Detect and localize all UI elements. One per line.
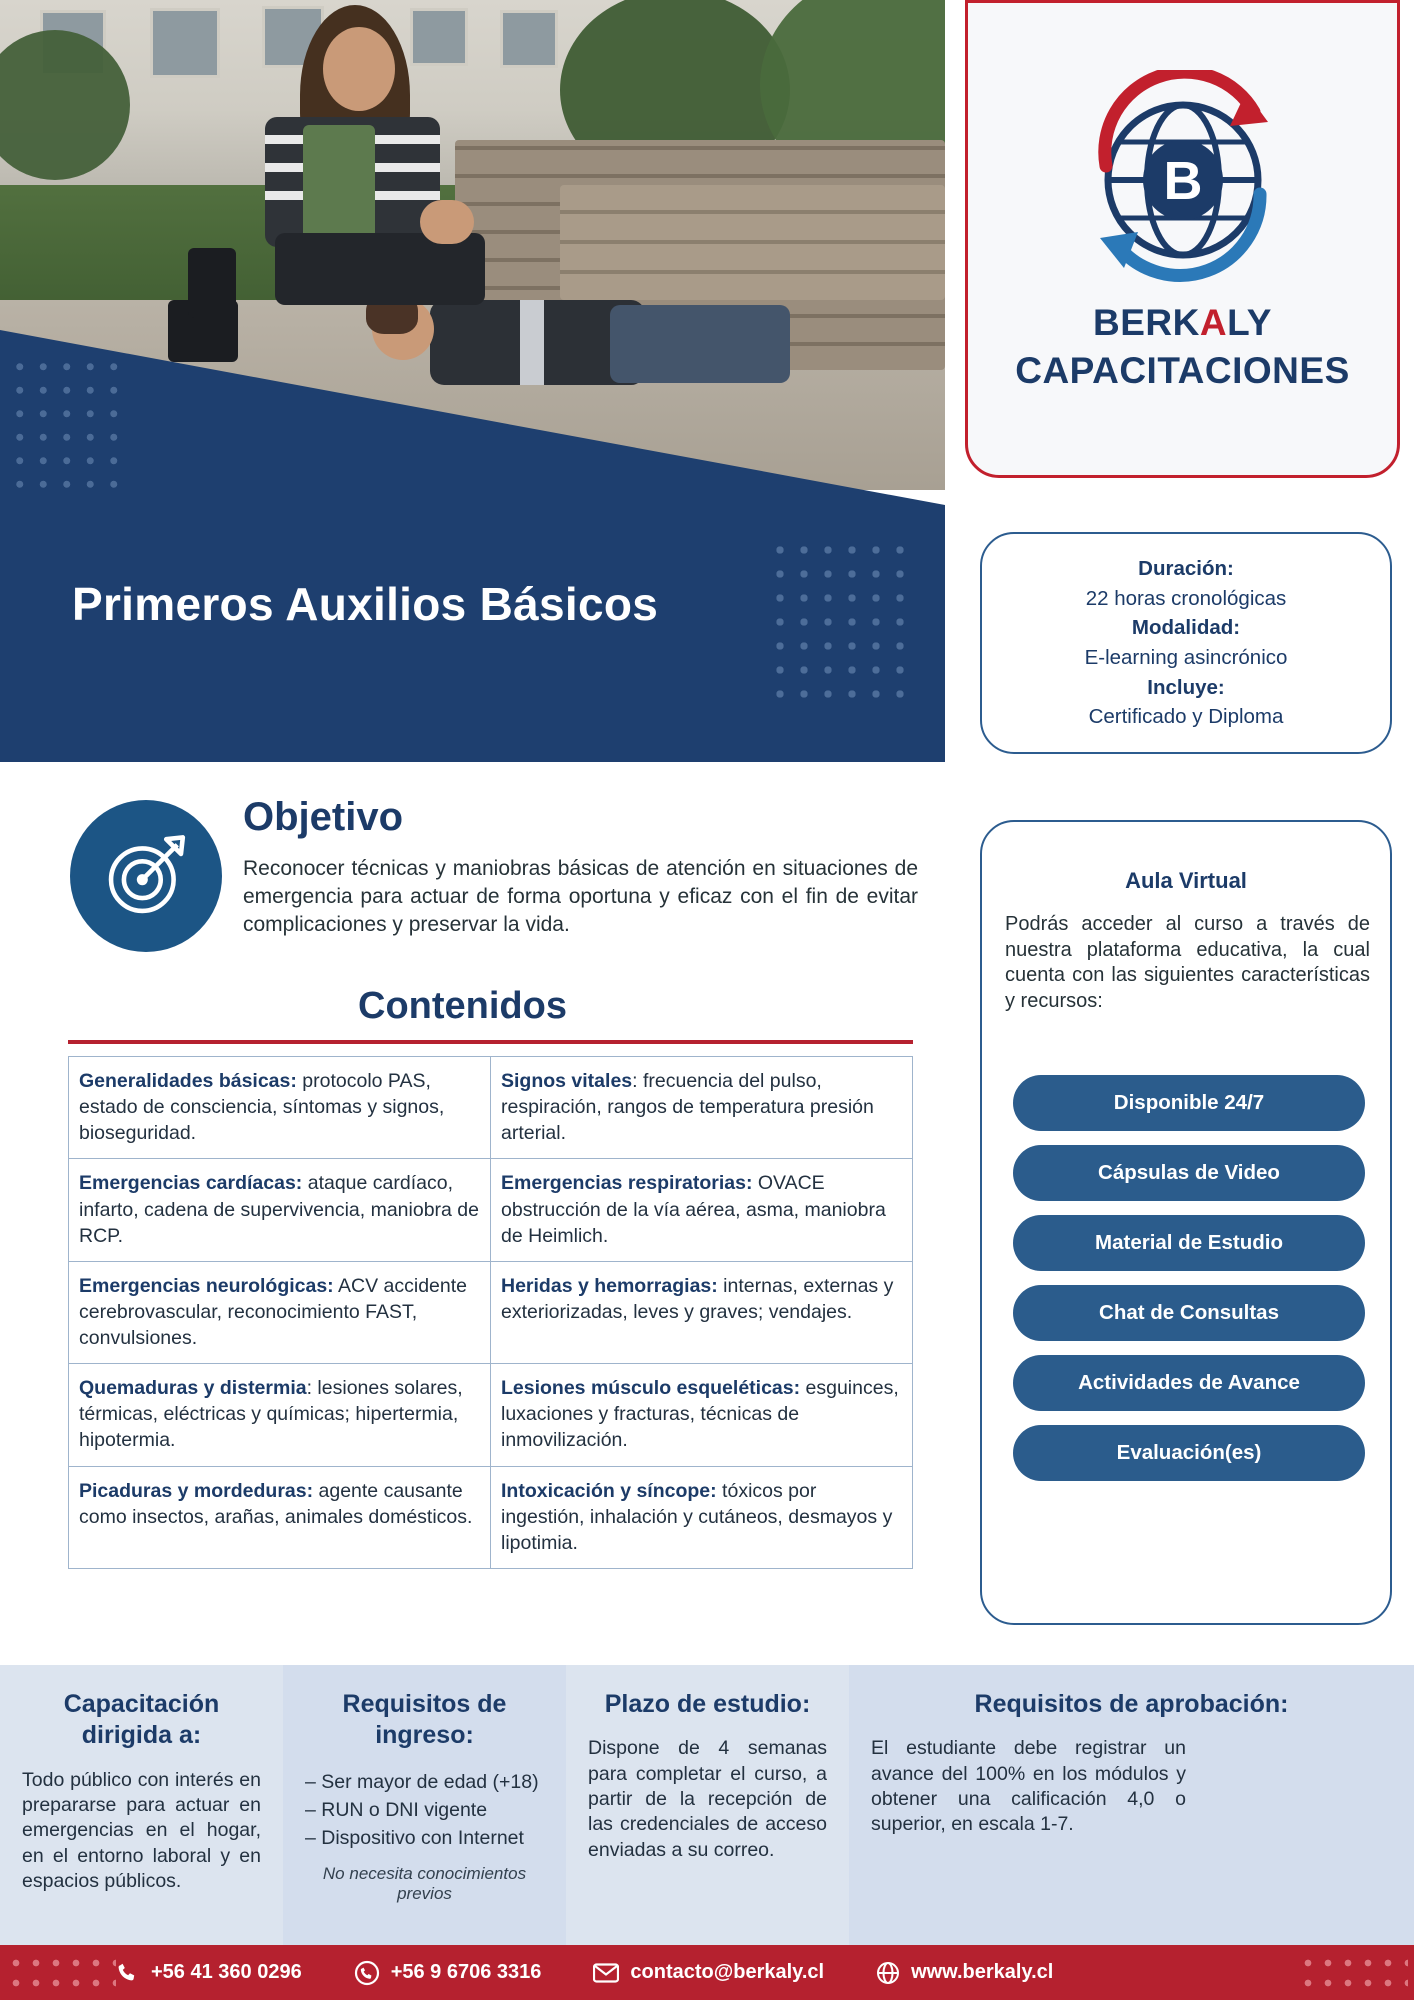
table-cell: Lesiones músculo esqueléticas: esguinces, luxaciones y fracturas, técnicas de inmovilización. <box>491 1364 913 1466</box>
cell-heading: Signos vitales <box>501 1070 633 1092</box>
dot-pattern-right <box>768 538 918 713</box>
footer-phone-1-text: +56 41 360 0296 <box>151 1961 302 1983</box>
cell-heading: Emergencias neurológicas: <box>79 1274 334 1297</box>
table-cell: Quemaduras y distermia: lesiones solares, térmicas, eléctricas y químicas; hipertermia, hipotermia. <box>69 1364 491 1466</box>
bottom-title-approval: Requisitos de aprobación: <box>974 1690 1289 1718</box>
list-item: – Ser mayor de edad (+18) <box>305 1770 539 1793</box>
table-cell: Emergencias cardíacas: ataque cardíaco, infarto, cadena de supervivencia, maniobra de RCP. <box>69 1159 491 1261</box>
objective-text: Reconocer técnicas y maniobras básicas de atención en situaciones de emergencia para actuar de forma oportuna y eficaz con el fin de evitar complicaciones y preservar la vida. <box>243 857 918 936</box>
bottom-column-audience <box>0 1665 283 1945</box>
globe-icon <box>876 1961 900 1985</box>
aula-feature-pill[interactable]: Cápsulas de Video <box>1013 1145 1365 1201</box>
table-cell: Emergencias respiratorias: OVACE obstrucción de la vía aérea, asma, maniobra de Heimlich. <box>491 1159 913 1261</box>
modality-value: E-learning asincrónico <box>1084 646 1288 669</box>
cell-heading: Intoxicación y síncope: <box>501 1479 717 1502</box>
target-icon <box>70 800 222 952</box>
table-row <box>69 1057 913 1159</box>
requirements-list <box>305 1768 544 1853</box>
table-cell: Heridas y hemorragias: internas, externas y exteriorizadas, leves y graves; vendajes. <box>491 1261 913 1363</box>
table-cell: Generalidades básicas: protocolo PAS, estado de consciencia, síntomas y signos, bioseguridad. <box>69 1057 491 1159</box>
footer-whatsapp[interactable] <box>354 1960 542 1986</box>
footer-email[interactable] <box>593 1961 824 1984</box>
photo-window <box>150 8 220 78</box>
bottom-title-audience: Capacitación dirigida a: <box>63 1690 220 1750</box>
brand-logo-card <box>965 0 1400 478</box>
brand-name-line2: CAPACITACIONES <box>1015 349 1350 391</box>
bottom-column-requirements <box>283 1665 566 1945</box>
bottom-text-audience: Todo público con interés en prepararse para actuar en emergencias en el hogar, en el entorno laboral y en espacios públicos. <box>22 1768 261 1892</box>
list-item: – Dispositivo con Internet <box>305 1827 524 1850</box>
cell-heading: Quemaduras y distermia <box>79 1377 307 1400</box>
bottom-text-deadline: Dispone de 4 semanas para completar el curso, a partir de la recepción de las credenciales de acceso enviadas a su correo. <box>588 1737 827 1861</box>
footer-dots-right <box>1298 1953 1408 1993</box>
brand-name-line1: BERKALY <box>1093 302 1272 344</box>
phone-icon <box>116 1961 140 1985</box>
bottom-text-approval: El estudiante debe registrar un avance del 100% en los módulos y obtener una calificación 4,0 o superior, en escala 1-7. <box>871 1737 1186 1836</box>
bottom-column-approval <box>849 1665 1414 1945</box>
cell-heading: Emergencias cardíacas: <box>79 1172 303 1195</box>
table-cell: Signos vitales: frecuencia del pulso, respiración, rangos de temperatura presión arterial. <box>491 1057 913 1159</box>
modality-label: Modalidad: <box>1131 616 1241 640</box>
aula-feature-pill[interactable]: Actividades de Avance <box>1013 1355 1365 1411</box>
table-cell: Intoxicación y síncope: tóxicos por ingestión, inhalación y cutáneos, desmayos y lipotimia. <box>491 1466 913 1568</box>
bottom-info-strip <box>0 1665 1414 1945</box>
bottom-title-deadline: Plazo de estudio: <box>604 1690 811 1718</box>
whatsapp-icon <box>354 1960 380 1986</box>
aula-feature-pill[interactable]: Disponible 24/7 <box>1013 1075 1365 1131</box>
objective-title: Objetivo <box>243 795 404 839</box>
aula-feature-pill[interactable]: Chat de Consultas <box>1013 1285 1365 1341</box>
footer-website-text: www.berkaly.cl <box>911 1961 1054 1983</box>
contents-table <box>68 1056 913 1569</box>
page-title: Primeros Auxilios Básicos <box>72 578 659 630</box>
photo-stone-wall-2 <box>560 185 945 300</box>
list-item: – RUN o DNI vigente <box>305 1798 488 1821</box>
photo-rescuer <box>245 5 475 305</box>
table-row <box>69 1466 913 1568</box>
brand-name <box>1015 299 1350 394</box>
footer-dots-left <box>6 1953 116 1993</box>
svg-text:B: B <box>1163 151 1202 212</box>
includes-label: Incluye: <box>1147 675 1225 699</box>
cell-heading: Generalidades básicas: <box>79 1070 297 1092</box>
table-cell: Emergencias neurológicas: ACV accidente cerebrovascular, reconocimiento FAST, convulsiones. <box>69 1261 491 1363</box>
cell-heading: Lesiones músculo esqueléticas: <box>501 1377 801 1400</box>
footer-phone-1[interactable] <box>116 1961 302 1985</box>
brand-accent-letter: A <box>1199 302 1228 344</box>
cell-heading: Emergencias respiratorias: <box>501 1172 753 1195</box>
table-cell: Picaduras y mordeduras: agente causante como insectos, arañas, animales domésticos. <box>69 1466 491 1568</box>
footer-email-text: contacto@berkaly.cl <box>630 1961 825 1983</box>
footer-phone-2-text: +56 9 6706 3316 <box>390 1961 542 1983</box>
photo-window <box>500 10 558 68</box>
course-info-card <box>980 532 1392 754</box>
footer-contact-bar <box>0 1945 1414 2000</box>
bottom-column-deadline <box>566 1665 849 1945</box>
duration-value: 22 horas cronológicas <box>1085 586 1287 610</box>
requirements-note: No necesita conocimientos previos <box>322 1864 527 1904</box>
table-row <box>69 1159 913 1261</box>
aula-feature-pill[interactable]: Evaluación(es) <box>1013 1425 1365 1481</box>
virtual-classroom-title: Aula Virtual <box>1125 868 1247 893</box>
cell-heading: Heridas y hemorragias: <box>501 1274 718 1297</box>
includes-value: Certificado y Diploma <box>1088 705 1284 729</box>
header-section <box>0 0 1414 770</box>
contents-divider <box>68 1040 913 1044</box>
duration-label: Duración: <box>1138 556 1234 580</box>
mail-icon <box>593 1963 619 1983</box>
bottom-title-requirements: Requisitos de ingreso: <box>342 1690 507 1750</box>
table-row <box>69 1261 913 1363</box>
cell-heading: Picaduras y mordeduras: <box>79 1479 314 1502</box>
table-row <box>69 1364 913 1466</box>
contents-title: Contenidos <box>358 985 567 1027</box>
virtual-classroom-text: Podrás acceder al curso a través de nuestra plataforma educativa, la cual cuenta con las siguientes características y recursos: <box>1005 913 1370 1012</box>
globe-logo-icon <box>1078 70 1288 285</box>
footer-website[interactable] <box>876 1961 1053 1985</box>
dot-pattern-left <box>8 355 126 503</box>
aula-feature-pill[interactable]: Material de Estudio <box>1013 1215 1365 1271</box>
